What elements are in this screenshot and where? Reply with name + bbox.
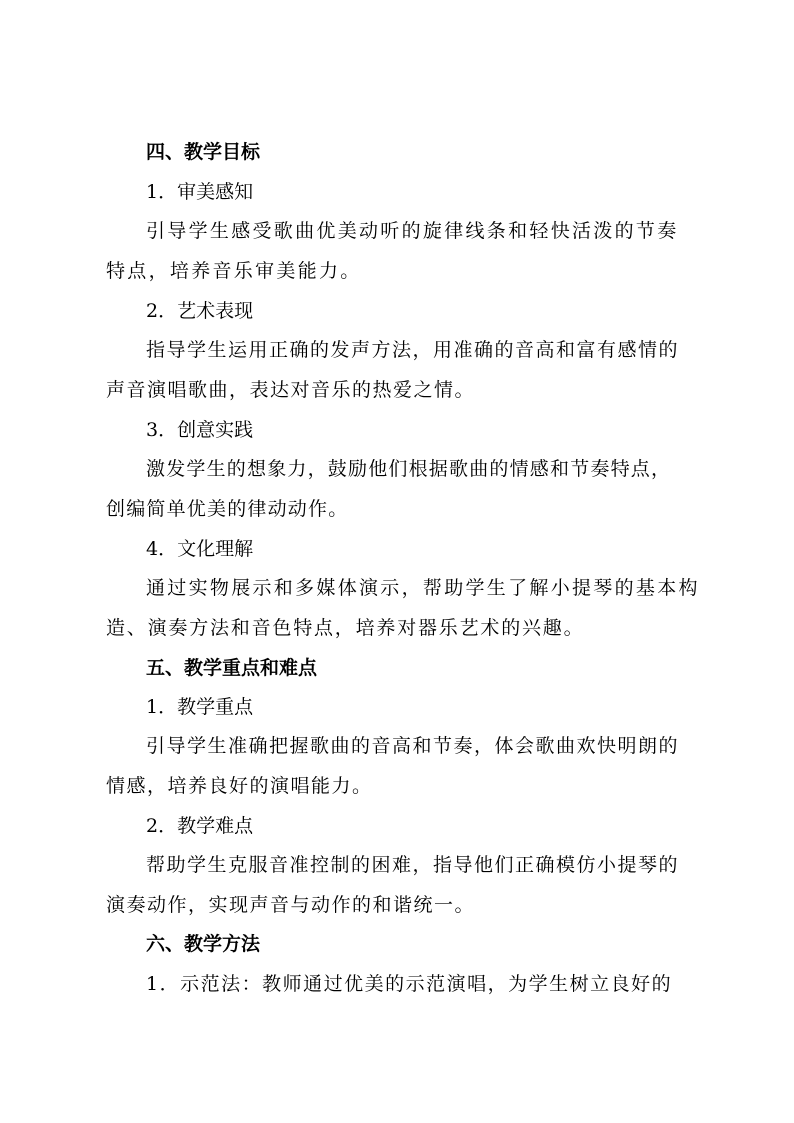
paragraph-line: 情感，培养良好的演唱能力。 (106, 775, 373, 797)
paragraph-line: 特点，培养音乐审美能力。 (106, 260, 362, 282)
subsection-heading: 1．审美感知 (146, 181, 254, 203)
subsection-heading: 1．教学重点 (146, 696, 254, 718)
subsection-heading: 2．艺术表现 (146, 300, 254, 322)
paragraph-line: 通过实物展示和多媒体演示，帮助学生了解小提琴的基本构 (146, 577, 700, 599)
paragraph-line: 声音演唱歌曲，表达对音乐的热爱之情。 (106, 379, 476, 401)
subsection-heading: 2．教学难点 (146, 815, 254, 837)
subsection-heading: 3．创意实践 (146, 419, 254, 441)
paragraph-line: 激发学生的想象力，鼓励他们根据歌曲的情感和节奏特点， (146, 458, 672, 480)
paragraph-line: 1．示范法：教师通过优美的示范演唱，为学生树立良好的 (146, 973, 673, 995)
paragraph-line: 创编简单优美的律动动作。 (106, 498, 349, 520)
paragraph-line: 引导学生准确把握歌曲的音高和节奏，体会歌曲欢快明朗的 (146, 735, 680, 757)
subsection-heading: 4．文化理解 (146, 538, 254, 560)
paragraph-line: 演奏动作，实现声音与动作的和谐统一。 (106, 894, 476, 916)
paragraph-line: 造、演奏方法和音色特点，培养对器乐艺术的兴趣。 (106, 617, 585, 639)
section-title: 四、教学目标 (146, 141, 261, 163)
paragraph-line: 引导学生感受歌曲优美动听的旋律线条和轻快活泼的节奏 (146, 220, 679, 242)
section-title: 六、教学方法 (146, 933, 261, 955)
section-title: 五、教学重点和难点 (146, 657, 318, 679)
paragraph-line: 指导学生运用正确的发声方法，用准确的音高和富有感情的 (146, 339, 680, 361)
paragraph-line: 帮助学生克服音准控制的困难，指导他们正确模仿小提琴的 (146, 854, 680, 876)
